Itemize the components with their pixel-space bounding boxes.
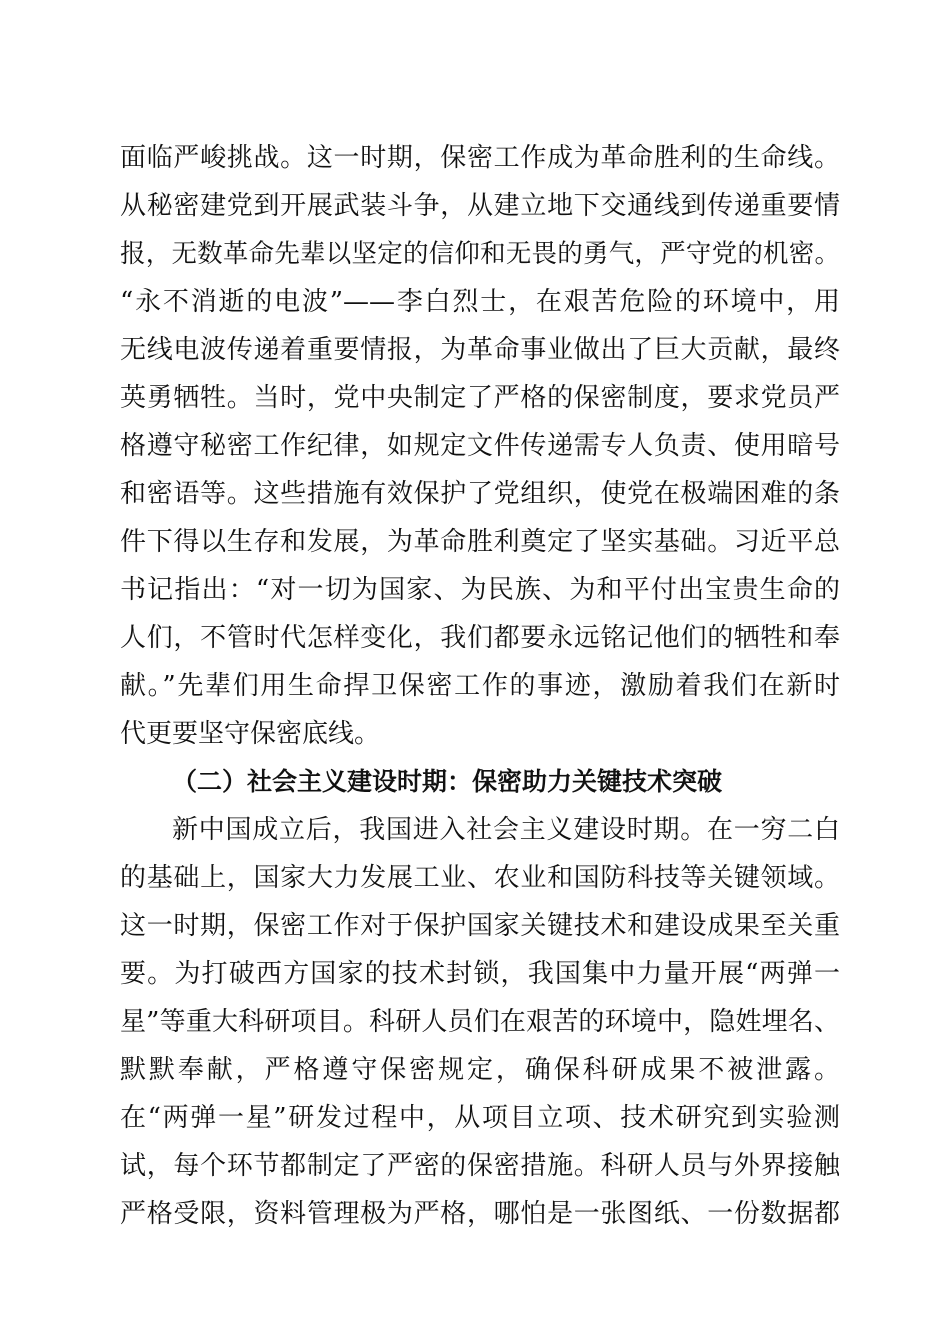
paragraph-line: 英勇牺牲。当时，党中央制定了严格的保密制度，要求党员严 xyxy=(120,383,840,413)
paragraph-line: 严格受限，资料管理极为严格，哪怕是一张图纸、一份数据都 xyxy=(120,1199,840,1229)
paragraph-line: “永不消逝的电波”——李白烈士，在艰苦危险的环境中，用 xyxy=(120,287,840,317)
paragraph-line: 书记指出：“对一切为国家、为民族、为和平付出宝贵生命的 xyxy=(120,575,840,605)
paragraph-line: 新中国成立后，我国进入社会主义建设时期。在一穷二白 xyxy=(172,815,840,845)
paragraph-line: 格遵守秘密工作纪律，如规定文件传递需专人负责、使用暗号 xyxy=(120,431,840,461)
paragraph-line: 试，每个环节都制定了严密的保密措施。科研人员与外界接触 xyxy=(120,1151,840,1181)
paragraph-line: 要。为打破西方国家的技术封锁，我国集中力量开展“两弹一 xyxy=(120,959,840,989)
paragraph-line: 献。”先辈们用生命捍卫保密工作的事迹，激励着我们在新时 xyxy=(120,671,840,701)
paragraph-line: 从秘密建党到开展武装斗争，从建立地下交通线到传递重要情 xyxy=(120,191,840,221)
paragraph-line: 在“两弹一星”研发过程中，从项目立项、技术研究到实验测 xyxy=(120,1103,840,1133)
paragraph-line: 件下得以生存和发展，为革命胜利奠定了坚实基础。习近平总 xyxy=(120,527,840,557)
paragraph-line: 默默奉献，严格遵守保密规定，确保科研成果不被泄露。 xyxy=(120,1055,840,1085)
paragraph-line: 代更要坚守保密底线。 xyxy=(120,719,381,749)
paragraph-line: 报，无数革命先辈以坚定的信仰和无畏的勇气，严守党的机密。 xyxy=(120,239,840,269)
section-heading: （二）社会主义建设时期：保密助力关键技术突破 xyxy=(172,767,723,796)
paragraph-line: 星”等重大科研项目。科研人员们在艰苦的环境中，隐姓埋名、 xyxy=(120,1007,840,1037)
paragraph-line: 面临严峻挑战。这一时期，保密工作成为革命胜利的生命线。 xyxy=(120,143,840,173)
paragraph-line: 这一时期，保密工作对于保护国家关键技术和建设成果至关重 xyxy=(120,911,840,941)
paragraph-line: 和密语等。这些措施有效保护了党组织，使党在极端困难的条 xyxy=(120,479,840,509)
paragraph-line: 的基础上，国家大力发展工业、农业和国防科技等关键领域。 xyxy=(120,863,840,893)
paragraph-line: 无线电波传递着重要情报，为革命事业做出了巨大贡献，最终 xyxy=(120,335,840,365)
paragraph-line: 人们，不管时代怎样变化，我们都要永远铭记他们的牺牲和奉 xyxy=(120,623,840,653)
